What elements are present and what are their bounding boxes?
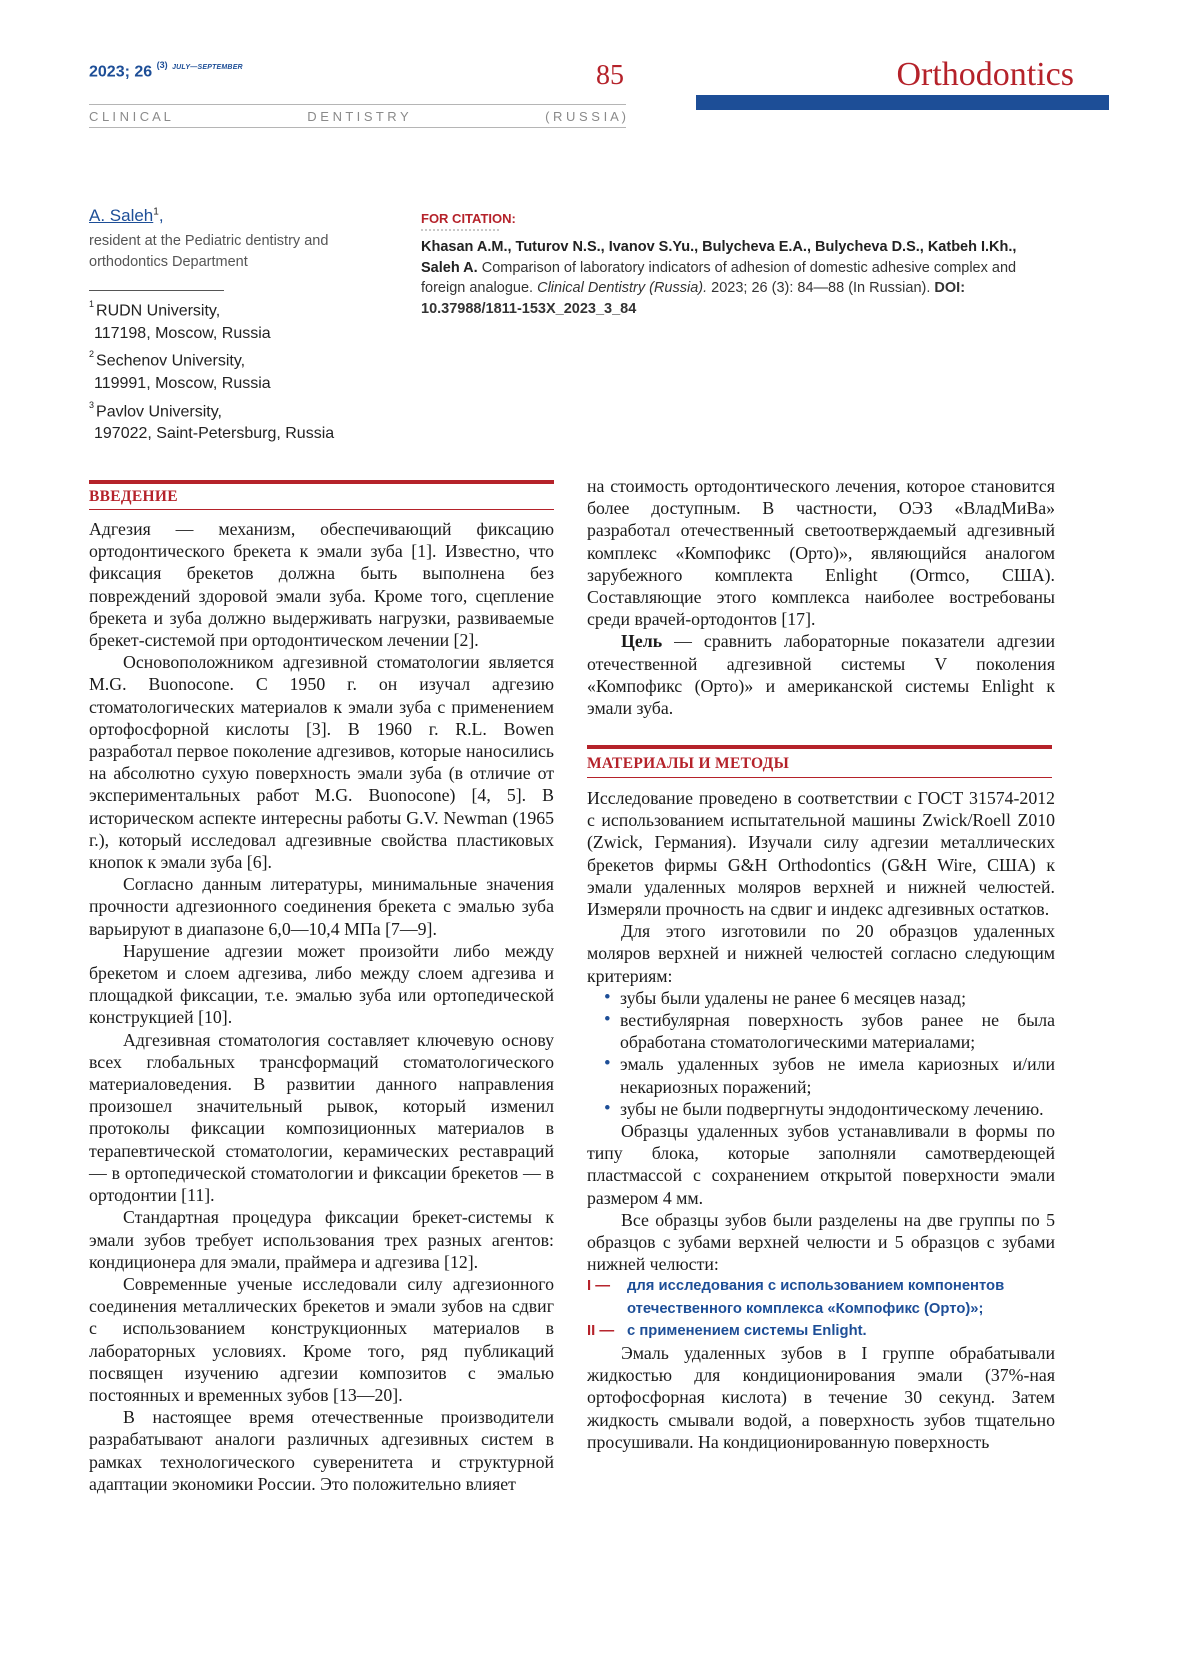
group-text: с применением системы Enlight. — [627, 1322, 867, 1339]
issue-year: 2023; — [89, 63, 130, 81]
journal-word-2: D E N T I S T R Y — [307, 109, 409, 124]
citation-title: Comparison of laboratory indicators of adhesion of domestic adhesive complex and foreign analogue. — [421, 259, 1017, 296]
affiliation — [89, 295, 389, 345]
group-number: I — — [587, 1278, 611, 1295]
paragraph: Согласно данным литературы, минимальные значения прочности адгезионного соединения брекета с эмалью зуба варьируют в диапазоне 6,0—10,4 МПа [7—9]. — [89, 874, 554, 939]
paragraph: Исследование проведено в соответствии с ГОСТ 31574-2012 с использованием испытательной машины Zwick/Roell Z010 (Zwick, Германия). Изучали силу адгезии металлических брекетов фирмы G&H Orthodontics (G&H Wire, США) к эмали удаленных моляров верхней и нижней челюстей. Измеряли прочность на сдвиг и индекс адгезивных остатков. — [587, 788, 1055, 920]
journal-name — [89, 109, 626, 124]
aim-text: — сравнить лабораторные показатели адгезии отечественной адгезивной системы V поколения «Компофикс (Орто)» и американской системы Enlight к эмали зуба. — [587, 631, 1055, 719]
issue-info — [89, 62, 243, 81]
author-name[interactable]: A. Saleh$^1$, — [89, 206, 164, 225]
list-item: • зубы не были подвергнуты эндодонтическому лечению. — [620, 1098, 1055, 1120]
header-rule — [89, 127, 626, 128]
paragraph: Для этого изготовили по 20 образцов удаленных моляров верхней и нижней челюстей согласно следующим критериям: — [587, 921, 1055, 986]
citation-divider — [421, 229, 499, 233]
issue-number: (3) — [156, 60, 168, 70]
section-bar — [587, 745, 1052, 749]
affiliation — [89, 396, 389, 446]
affiliation-name: Pavlov University, — [96, 402, 222, 420]
methods-heading: МАТЕРИАЛЫ И МЕТОДЫ — [587, 755, 790, 772]
citation-label: FOR CITATION: — [421, 211, 516, 226]
affiliation-address: 119991, Moscow, Russia — [94, 375, 271, 393]
citation-authors: Khasan A.M., Tuturov N.S., Ivanov S.Yu., Bulycheva E.A., Bulycheva D.S., Katbeh I.Kh., Saleh A. — [421, 239, 1017, 276]
intro-continuation — [587, 475, 1055, 719]
journal-word-3: ( R U S S I A ) — [545, 109, 626, 124]
paragraph: Эмаль удаленных зубов в I группе обрабатывали жидкостью для кондиционирования эмали (37%-ная ортофосфорная кислота) в течение 30 секунд. Затем жидкость смывали водой, а поверхность зубов тщательно просушивали. На кондиционированную поверхность — [587, 1343, 1055, 1452]
paragraph: Стандартная процедура фиксации брекет-системы к эмали зубов требует использования трех разных агентов: кондиционера для эмали, праймера и адгезива [12]. — [89, 1207, 554, 1272]
citation-text — [421, 237, 1056, 319]
paragraph: Образцы удаленных зубов устанавливали в формы по типу блока, которые заполняли самотвердеющей пластмассой с сохранением открытой поверхности эмали размером 4 мм. — [587, 1121, 1055, 1208]
section-underline — [587, 777, 1052, 778]
methods-column — [587, 787, 1055, 1453]
affiliation-divider — [89, 290, 224, 291]
aim-paragraph — [587, 630, 1055, 719]
list-item: • вестибулярная поверхность зубов ранее не была обработана стоматологическими материалами; — [620, 1009, 1055, 1053]
paragraph: Все образцы зубов были разделены на две группы по 5 образцов с зубами верхней челюсти и 5 образцов с зубами нижней челюсти: — [587, 1209, 1055, 1275]
header-rule — [89, 104, 626, 105]
author-role: resident at the Pediatric dentistry and orthodontics Department — [89, 233, 329, 270]
group-item — [587, 1320, 1055, 1342]
aim-label: Цель — [621, 631, 663, 652]
issue-volume: 26 — [134, 63, 153, 81]
paragraph: Адгезивная стоматология составляет ключевую основу всех глобальных трансформаций стоматологического материаловедения. В развитии данного направления произошел значительный рывок, который изменил протоколы фиксации композиционных материалов в терапевтической стоматологии, керамических реставраций — в ортопедической стоматологии и фиксации брекетов — в ортодонтии [11]. — [89, 1029, 554, 1206]
affiliation-number: 1 — [89, 299, 95, 309]
group-number: II — — [587, 1322, 615, 1339]
affiliation-name: RUDN University, — [96, 302, 221, 320]
author-link[interactable]: A. Saleh — [89, 206, 154, 225]
citation-details: 2023; 26 (3): 84—88 (In Russian). — [711, 280, 931, 296]
section-bar — [89, 480, 554, 484]
citation-journal: Clinical Dentistry (Russia). — [537, 280, 708, 296]
list-item: • зубы были удалены не ранее 6 месяцев назад; — [620, 987, 1055, 1009]
citation-doi[interactable]: DOI: 10.37988/1811-153X_2023_3_84 — [421, 280, 966, 317]
issue-months: JULY—SEPTEMBER — [172, 64, 243, 71]
intro-heading: ВВЕДЕНИЕ — [89, 488, 178, 505]
journal-word-1: C L I N I C A L — [89, 109, 171, 124]
section-underline — [89, 509, 554, 510]
affiliation-number: 2 — [89, 349, 95, 360]
affiliation-address: 117198, Moscow, Russia — [94, 324, 271, 342]
paragraph: на стоимость ортодонтического лечения, которое становится более доступным. В частности, ОЭЗ «ВладМиВа» разработал отечественный светоотверждаемый адгезивный комплекс «Компофикс (Орто)», являющийся аналогом зарубежного комплекта Enlight (Ormco, США). Составляющие этого комплекса наиболее востребованы среди врачей-ортодонтов [17]. — [587, 476, 1055, 630]
affiliation — [89, 345, 389, 395]
paragraph: Основоположником адгезивной стоматологии является M.G. Buonocone. С 1950 г. он изучал адгезию стоматологических материалов к эмали зуба с применением ортофосфорной кислоты [3]. В 1960 г. R.L. Bowen разработал первое поколение адгезивов, которые наносились на абсолютно сухую поверхность эмали зуба (в отличие от экспериментальных работ M.G. Buonocone) [4, 5]. В историческом аспекте интересны работы G.V. Newman (1965 г.), который исследовал адгезивные свойства пластиковых кнопок к эмали зуба [6]. — [89, 652, 554, 873]
paragraph: Адгезия — механизм, обеспечивающий фиксацию ортодонтического брекета к эмали зуба [1]. Известно, что фиксация брекетов должна быть выполнена без повреждений здоровой эмали зуба. Кроме того, сцепление брекета и зуба должно выдерживать нагрузки, развиваемые брекет-системой при ортодонтическом лечении [2]. — [89, 519, 554, 651]
affiliation-address: 197022, Saint-Petersburg, Russia — [94, 425, 335, 443]
section-color-bar — [696, 95, 1109, 110]
group-item — [587, 1275, 1055, 1319]
paragraph: В настоящее время отечественные производители разрабатывают аналоги различных адгезивных систем в рамках технологического суверенитета и структурной адаптации экономики России. Это положительно влияет — [89, 1407, 554, 1494]
paragraph: Современные ученые исследовали силу адгезионного соединения металлических брекетов и эмали зубов на сдвиг с использованием конструкционных материалов в лабораторных условиях. Кроме того, ряд публикаций посвящен изучению адгезии композитов с эмалью постоянных и временных зубов [13—20]. — [89, 1273, 554, 1405]
section-title: Orthodontics — [896, 56, 1074, 93]
affiliation-name: Sechenov University, — [96, 352, 246, 370]
page-number: 85 — [596, 60, 624, 91]
affiliation-number: 3 — [89, 399, 95, 410]
group-text: для исследования с использованием компонентов отечественного комплекса «Компофикс (Орто)»; — [627, 1278, 1005, 1317]
criteria-list — [587, 987, 1055, 1120]
affiliations — [89, 295, 389, 446]
list-item: • эмаль удаленных зубов не имела кариозных и/или некариозных поражений; — [620, 1053, 1055, 1097]
author-affil-sup: 1 — [153, 206, 159, 218]
paragraph: Нарушение адгезии может произойти либо между брекетом и слоем адгезива, либо между слоем адгезива и площадкой фиксации, т.е. эмалью зуба или ортопедической конструкцией [10]. — [89, 940, 554, 1028]
intro-column — [89, 518, 554, 1495]
